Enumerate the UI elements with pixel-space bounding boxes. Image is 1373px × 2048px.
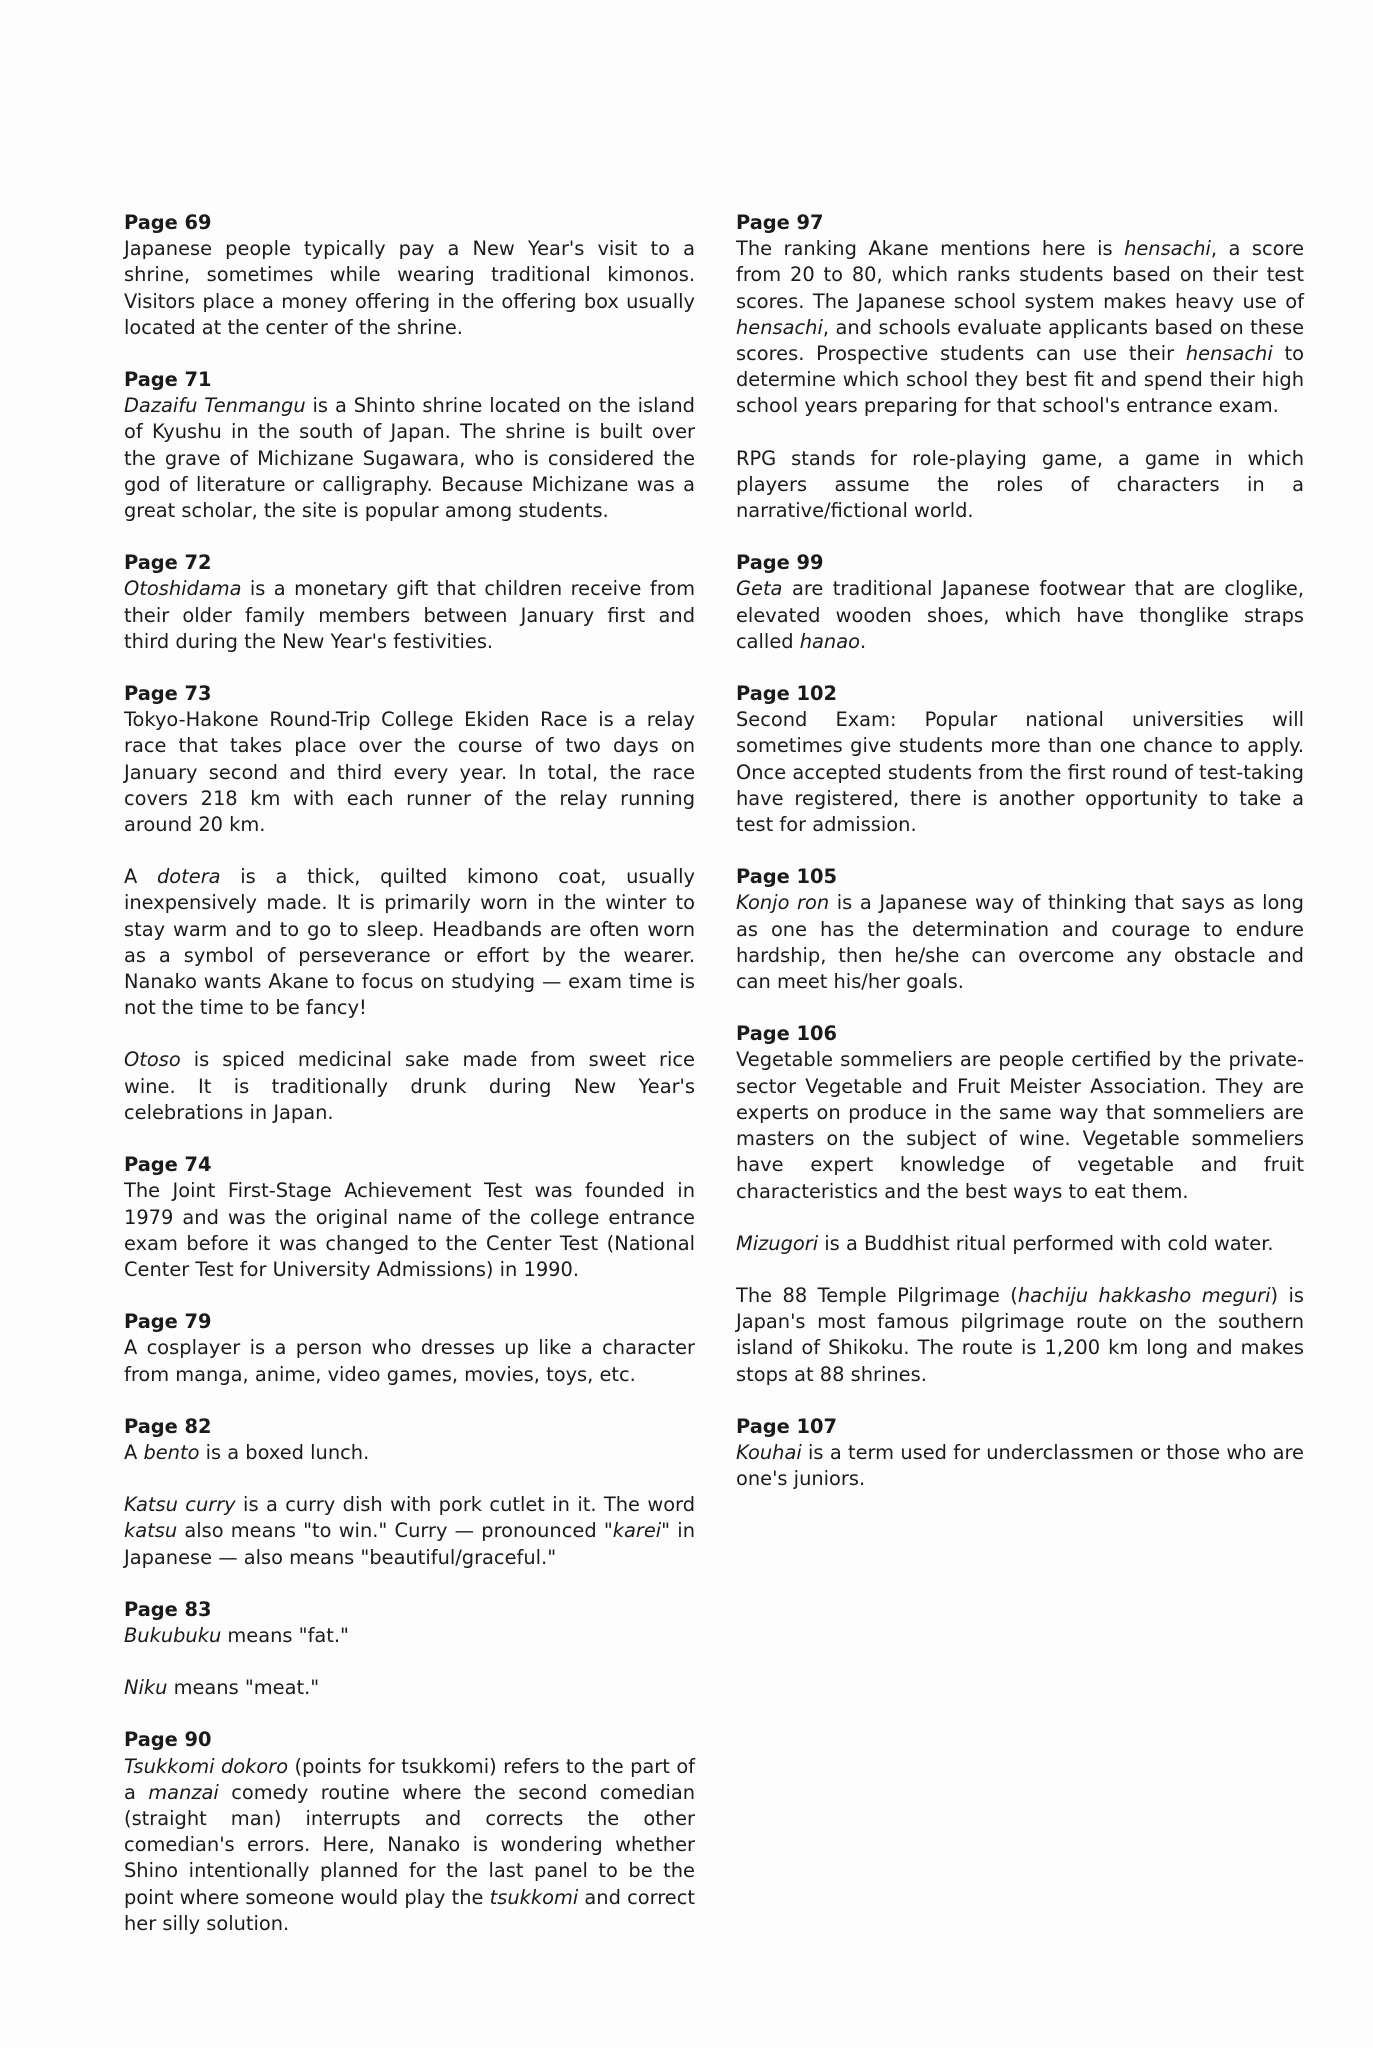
- text-run: is a term used for underclassmen or those who are one's juniors.: [736, 1440, 1304, 1491]
- text-run: is a curry dish with pork cutlet in it. The word: [235, 1493, 695, 1517]
- note-paragraph: [124, 393, 695, 524]
- note-heading: Page 83: [124, 1597, 212, 1621]
- note-section: [736, 210, 1304, 524]
- text-run: .: [859, 629, 867, 653]
- note-paragraph: [124, 707, 695, 838]
- note-paragraph: [736, 1047, 1304, 1204]
- note-heading: Page 73: [124, 682, 212, 706]
- italic-term: Bukubuku: [124, 1623, 222, 1647]
- italic-term: hensachi: [1185, 342, 1273, 366]
- note-paragraph: [736, 1440, 1304, 1492]
- note-section: [124, 1414, 695, 1571]
- note-paragraph: [736, 1231, 1304, 1257]
- italic-term: hensachi: [736, 315, 823, 339]
- note-section: [736, 1021, 1304, 1387]
- note-paragraph: [124, 1492, 695, 1571]
- note-heading: Page 69: [124, 211, 212, 234]
- note-heading: Page 79: [124, 1310, 212, 1334]
- italic-term: Tsukkomi dokoro: [124, 1754, 289, 1778]
- note-paragraph: [124, 864, 695, 1021]
- note-paragraph: [736, 1283, 1304, 1388]
- text-run: is a boxed lunch.: [199, 1440, 370, 1464]
- note-heading: Page 71: [124, 368, 212, 392]
- note-heading: Page 99: [736, 551, 824, 575]
- text-run: The 88 Temple Pilgrimage (: [736, 1283, 1018, 1307]
- italic-term: hanao: [799, 629, 860, 653]
- note-heading: Page 72: [124, 551, 212, 575]
- text-run: and correct her silly solution.: [124, 1885, 695, 1935]
- italic-term: Konjo ron: [736, 891, 830, 915]
- note-section: [736, 1414, 1304, 1493]
- text-run: RPG stands for role-playing game, a game in which players assume the roles of characters in a narrative/fictional world.: [736, 446, 1304, 523]
- italic-term: hensachi: [1124, 237, 1211, 261]
- note-section: [124, 367, 695, 524]
- note-section: [124, 1727, 695, 1937]
- note-section: [124, 210, 695, 341]
- italic-term: Geta: [736, 577, 783, 601]
- note-paragraph: [736, 236, 1304, 419]
- text-run: Tokyo-Hakone Round-Trip College Ekiden Race is a relay race that takes place over the course of two days on January second and third every year. In total, the race covers 218 km with each runner of the relay running around 20 km.: [124, 708, 695, 837]
- text-run: also means "to win." Curry — pronounced ": [177, 1519, 613, 1543]
- note-paragraph: [124, 576, 695, 655]
- note-paragraph: [736, 576, 1304, 655]
- note-paragraph: [736, 446, 1304, 525]
- italic-term: bento: [143, 1440, 200, 1464]
- note-heading: Page 106: [736, 1022, 838, 1046]
- note-section: [124, 1597, 695, 1702]
- note-section: [124, 1309, 695, 1388]
- italic-term: dotera: [156, 865, 221, 889]
- text-run: is spiced medicinal sake made from sweet rice wine. It is traditionally drunk during New Year's celebrations in Japan.: [124, 1048, 695, 1124]
- note-section: [124, 1152, 695, 1283]
- italic-term: Dazaifu Tenmangu: [124, 394, 306, 418]
- text-run: is a Shinto shrine located on the island of Kyushu in the south of Japan. The shrine is built over the grave of Michizane Sugawara, who is considered the god of literature or calligraphy. Because Michizane was a great scholar, the site is popular among students.: [124, 394, 695, 523]
- italic-term: karei: [612, 1519, 662, 1543]
- text-run: is a Japanese way of thinking that says as long as one has the determination and courage to endure hardship, then he/she can overcome any obstacle and can meet his/her goals.: [736, 891, 1304, 994]
- text-run: to determine which school they best fit and spend their high school years preparing for that school's entrance exam.: [736, 342, 1304, 418]
- text-run: , a score from 20 to 80, which ranks students based on their test scores. The Japanese school system makes heavy use of: [736, 237, 1304, 313]
- note-paragraph: [124, 1047, 695, 1126]
- note-heading: Page 74: [124, 1153, 212, 1177]
- note-section: [736, 864, 1304, 995]
- note-paragraph: [124, 1623, 695, 1649]
- italic-term: tsukkomi: [489, 1885, 579, 1909]
- note-paragraph: [124, 1335, 695, 1387]
- italic-term: manzai: [148, 1780, 219, 1804]
- text-run: Second Exam: Popular national universities will sometimes give students more than one chance to apply. Once accepted students from the first round of test-taking have registered, there is another opportunity to take a test for admission.: [736, 708, 1304, 837]
- text-run: means "meat.": [167, 1676, 320, 1700]
- text-run: The Joint First-Stage Achievement Test was founded in 1979 and was the original name of the college entrance exam before it was changed to the Center Test (National Center Test for University Admissions) in 1990.: [124, 1179, 695, 1281]
- note-heading: Page 102: [736, 682, 838, 706]
- note-paragraph: [124, 1440, 695, 1466]
- note-heading: Page 107: [736, 1414, 838, 1438]
- text-run: , and schools evaluate applicants based on these scores. Prospective students can use their: [736, 315, 1304, 366]
- italic-term: Niku: [124, 1676, 168, 1700]
- note-paragraph: [124, 1178, 695, 1283]
- italic-term: Mizugori: [736, 1231, 819, 1255]
- note-heading: Page 97: [736, 211, 824, 234]
- right-column: [736, 210, 1304, 1518]
- text-run: " in Japanese — also means "beautiful/graceful.": [124, 1519, 695, 1569]
- text-run: is a thick, quilted kimono coat, usually inexpensively made. It is primarily worn in the winter to stay warm and to go to sleep. Headbands are often worn as a symbol of perseverance or effort by the wearer. Nanako wants Akane to focus on studying — exam time is not the time to be fancy!: [124, 865, 695, 1020]
- italic-term: Katsu curry: [124, 1493, 236, 1517]
- italic-term: hachiju hakkasho meguri: [1017, 1283, 1271, 1307]
- italic-term: Otoso: [124, 1048, 181, 1072]
- text-run: A: [124, 1440, 144, 1464]
- note-paragraph: [124, 236, 695, 341]
- text-run: is a Buddhist ritual performed with cold water.: [818, 1231, 1274, 1255]
- text-run: Vegetable sommeliers are people certified by the private-sector Vegetable and Fruit Meister Association. They are experts on produce in the same way that sommeliers are masters on the subject of wine. Vegetable sommeliers have expert knowledge of vegetable and fruit characteristics and the best ways to eat them.: [736, 1048, 1304, 1203]
- text-run: The ranking Akane mentions here is: [736, 237, 1125, 261]
- text-run: A: [124, 865, 157, 889]
- note-paragraph: [124, 1754, 695, 1937]
- text-run: are traditional Japanese footwear that are cloglike, elevated wooden shoes, which have thonglike straps called: [736, 577, 1304, 653]
- note-paragraph: [124, 1675, 695, 1701]
- note-heading: Page 105: [736, 865, 838, 889]
- text-run: comedy routine where the second comedian (straight man) interrupts and corrects the other comedian's errors. Here, Nanako is wondering whether Shino intentionally planned for the last panel to be the point where someone would play the: [124, 1780, 696, 1909]
- text-run: is a monetary gift that children receive from their older family members between January first and third during the New Year's festivities.: [124, 577, 695, 653]
- note-section: [736, 681, 1304, 838]
- italic-term: Otoshidama: [124, 577, 242, 601]
- italic-term: Kouhai: [736, 1440, 802, 1464]
- note-paragraph: [736, 890, 1304, 995]
- left-column: [124, 210, 695, 1963]
- note-paragraph: [736, 707, 1304, 838]
- note-heading: Page 90: [124, 1728, 212, 1752]
- text-run: Japanese people typically pay a New Year's visit to a shrine, sometimes while wearing traditional kimonos. Visitors place a money offering in the offering box usually located at the center of the shrine.: [124, 237, 695, 339]
- note-section: [124, 550, 695, 655]
- text-run: A cosplayer is a person who dresses up like a character from manga, anime, video games, movies, toys, etc.: [124, 1336, 695, 1386]
- note-section: [736, 550, 1304, 655]
- text-run: (points for tsukkomi) refers to the part of a: [124, 1754, 696, 1804]
- note-section: [124, 681, 695, 1126]
- text-run: ) is Japan's most famous pilgrimage route on the southern island of Shikoku. The route is 1,200 km long and makes stops at 88 shrines.: [736, 1283, 1305, 1386]
- italic-term: katsu: [124, 1519, 178, 1543]
- note-heading: Page 82: [124, 1414, 212, 1438]
- text-run: means "fat.": [221, 1623, 349, 1647]
